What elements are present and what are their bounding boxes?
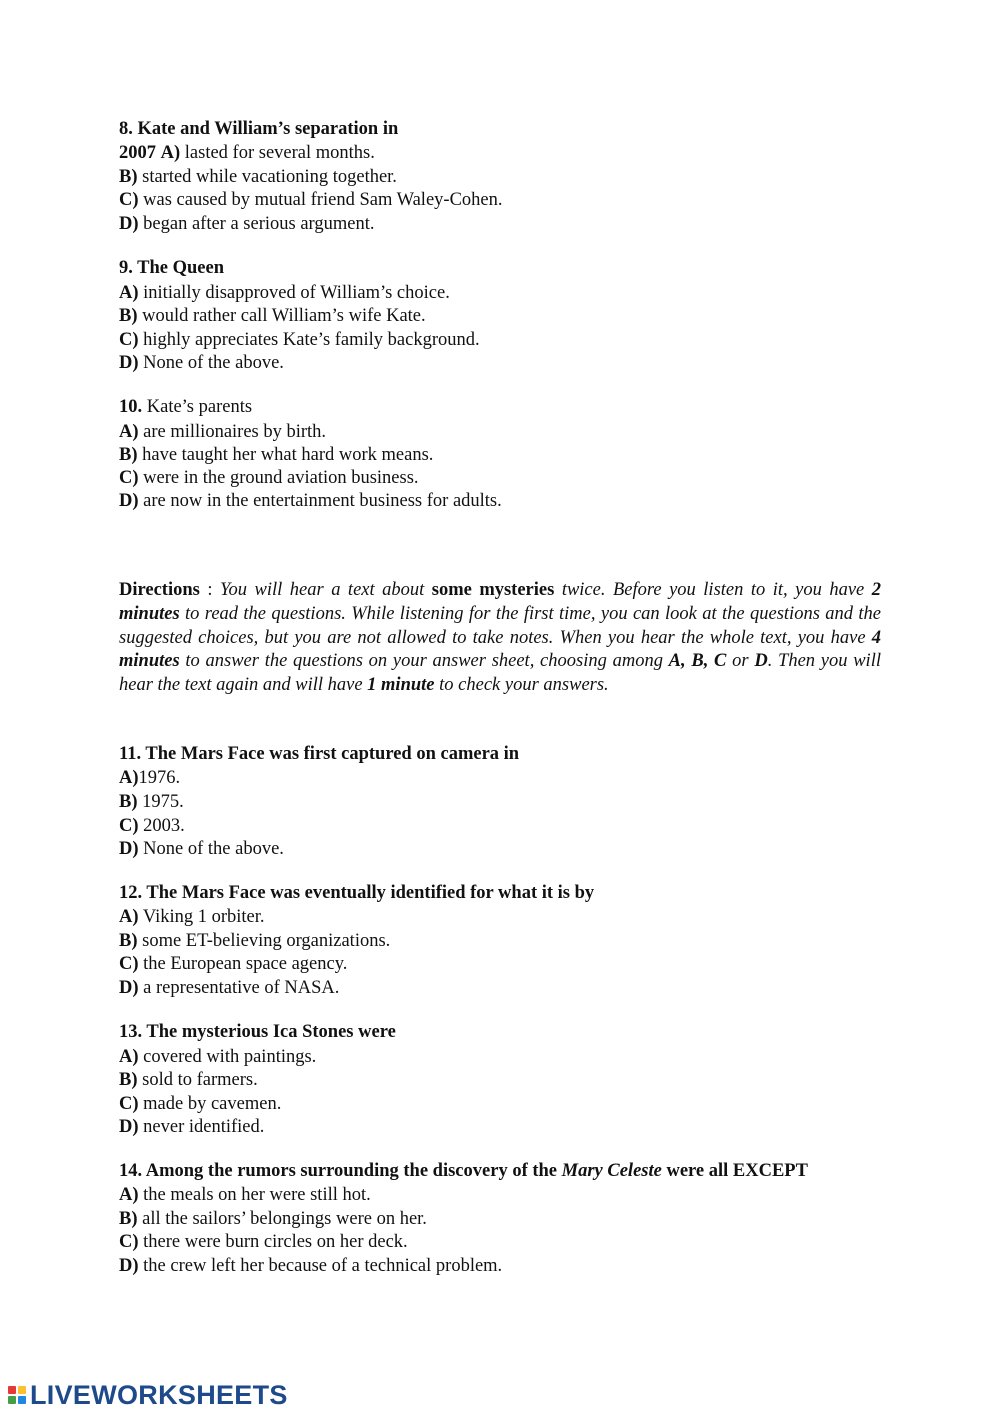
q8-stem: 8. Kate and William’s separation in [119,119,399,139]
q8-option-c: C) was caused by mutual friend Sam Waley-Cohen. [119,190,503,210]
liveworksheets-logo[interactable] [8,1381,288,1409]
q12-option-b: B) some ET-believing organizations. [119,931,391,951]
q8-option-d: D) began after a serious argument. [119,214,375,234]
q12-option-d: D) a representative of NASA. [119,978,340,998]
q9-option-b: B) would rather call William’s wife Kate. [119,306,426,326]
q14-stem: 14. Among the rumors surrounding the discovery of the Mary Celeste were all EXCEPT [119,1161,808,1181]
logo-square [8,1396,16,1404]
directions-paragraph: Directions : You will hear a text about some mysteries twice. Before you listen to it, you have 2 minutes to read the questions. While listening for the first time, you can look at the questions and the suggested choices, but you are not allowed to take notes. When you hear the whole text, you have 4 minutes to answer the questions on your answer sheet, choosing among A, B, C or D. Then you will hear the text again and will have 1 minute to check your answers. [119,580,881,696]
directions-label: Directions [119,580,200,600]
logo-square [18,1386,26,1394]
q12-option-c: C) the European space agency. [119,954,348,974]
q8-option-a: 2007 A) lasted for several months. [119,143,375,163]
q12-stem: 12. The Mars Face was eventually identified for what it is by [119,883,595,903]
logo-text: LIVEWORKSHEETS [30,1379,288,1410]
q10-option-b: B) have taught her what hard work means. [119,445,434,465]
q13-option-d: D) never identified. [119,1117,265,1137]
q9-stem: 9. The Queen [119,258,225,278]
q10-option-d: D) are now in the entertainment business for adults. [119,491,502,511]
q13-option-a: A) covered with paintings. [119,1047,317,1067]
q13-stem: 13. The mysterious Ica Stones were [119,1022,396,1042]
q10-option-c: C) were in the ground aviation business. [119,468,419,488]
q12-option-a: A) Viking 1 orbiter. [119,907,265,927]
q9-option-c: C) highly appreciates Kate’s family background. [119,330,480,350]
logo-squares-icon [8,1386,26,1404]
q13-option-b: B) sold to farmers. [119,1070,258,1090]
logo-square [18,1396,26,1404]
q11-option-d: D) None of the above. [119,839,284,859]
q11-option-a: A)1976. [119,768,181,788]
q14-option-a: A) the meals on her were still hot. [119,1185,371,1205]
q14-option-d: D) the crew left her because of a technical problem. [119,1256,503,1276]
q9-option-a: A) initially disapproved of William’s choice. [119,283,450,303]
logo-square [8,1386,16,1394]
q11-option-b: B) 1975. [119,792,184,812]
q11-option-c: C) 2003. [119,816,185,836]
q10-option-a: A) are millionaires by birth. [119,422,327,442]
q8-option-b: B) started while vacationing together. [119,167,397,187]
q14-option-c: C) there were burn circles on her deck. [119,1232,408,1252]
q14-option-b: B) all the sailors’ belongings were on her. [119,1209,427,1229]
q10-stem: 10. Kate’s parents [119,397,253,417]
q9-option-d: D) None of the above. [119,353,284,373]
q13-option-c: C) made by cavemen. [119,1094,282,1114]
q11-stem: 11. The Mars Face was first captured on camera in [119,744,520,764]
